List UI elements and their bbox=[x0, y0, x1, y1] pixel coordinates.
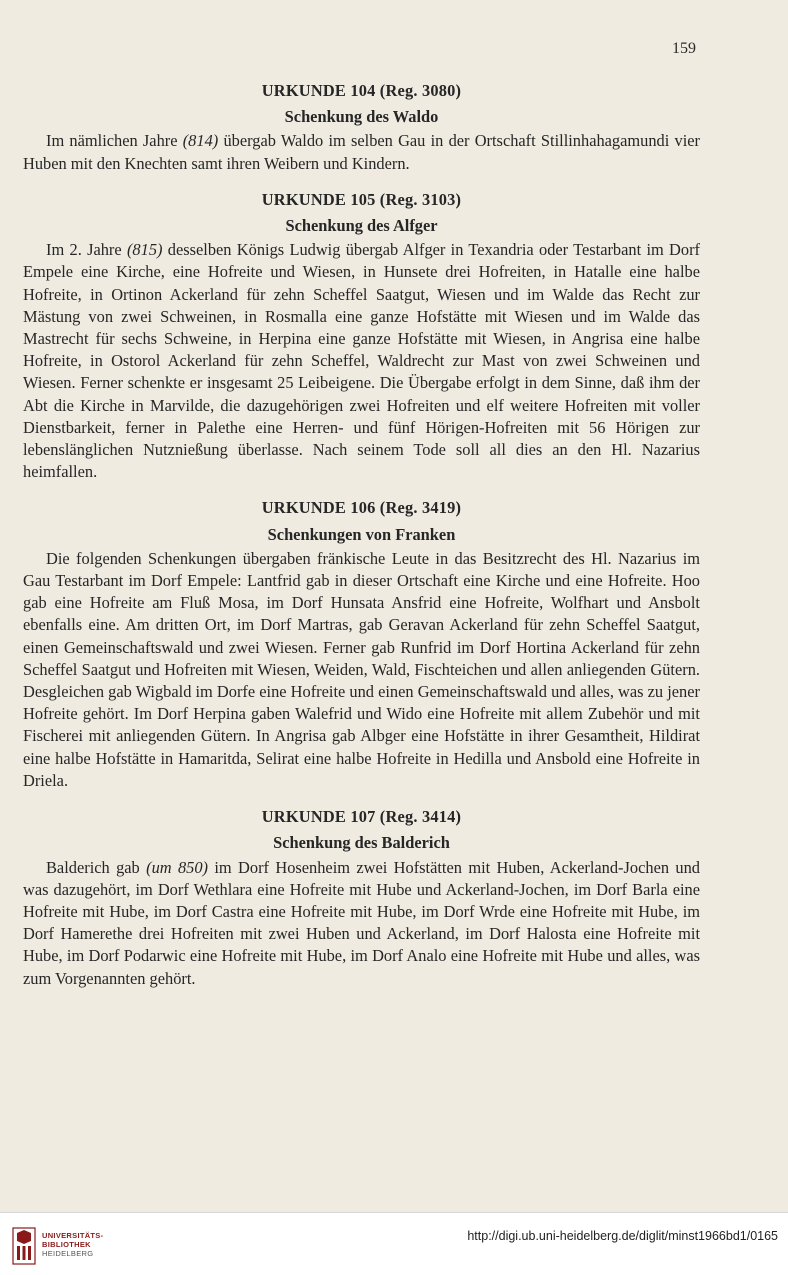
paragraph-text-before: Im nämlichen Jahre bbox=[46, 131, 183, 151]
paragraph-date-italic: (814) bbox=[182, 131, 219, 151]
section-subheading: Schenkungen von Franken bbox=[267, 524, 456, 544]
logo-line-2: BIBLIOTHEK bbox=[42, 1240, 91, 1249]
library-logo-text bbox=[42, 1231, 103, 1258]
library-logo-icon bbox=[12, 1227, 36, 1265]
permalink-url-link[interactable]: http://digi.ub.uni-heidelberg.de/diglit/minst1966bd1/0165 bbox=[467, 1229, 778, 1243]
page-number: 159 bbox=[672, 40, 696, 57]
section-paragraph bbox=[23, 130, 700, 174]
page-body bbox=[23, 80, 700, 990]
paragraph-text-after: im Dorf Hosenheim zwei Hofstätten mit Huben, Ackerland-Jochen und was dazugehört, im Dorf Wethlara eine Hofreite mit Hube und Ackerland-Jochen, im Dorf Barla eine Hofreite mit Hube, im Dorf Castra eine Hofreite mit Hube, im Dorf Wrde eine Hofreite mit Hube, im Dorf Hamerethe drei Hofreiten mit zwei Huben und Ackerland, im Dorf Halosta eine Hofreite mit Hube, im Dorf Podarwic eine Hofreite mit Hube, im Dorf Analo eine Hofreite mit Hube und alles, was zum Vorgenannten gehört. bbox=[23, 857, 700, 988]
section-heading: URKUNDE 105 (Reg. 3103) bbox=[261, 189, 462, 209]
section-heading: URKUNDE 104 (Reg. 3080) bbox=[261, 81, 462, 100]
paragraph-text-after: übergab Waldo im selben Gau in der Ortschaft Stillinhahagamundi vier Huben mit den Knechten samt ihren Weibern und Kindern. bbox=[23, 131, 700, 173]
section-heading: URKUNDE 106 (Reg. 3419) bbox=[261, 498, 462, 518]
paragraph-text-before: Im 2. Jahre bbox=[46, 240, 127, 260]
document-section-107 bbox=[23, 806, 700, 990]
paragraph-text-after: desselben Königs Ludwig übergab Alfger in Texandria oder Testarbant im Dorf Empele eine Kirche, eine Hofreite und Wiesen, in Hunsete drei Hofreiten, in Hatalle eine halbe Hofreite, in Ortinon Ackerland für zehn Scheffel Saatgut, Wiesen und im Walde das Recht zur Mästung von zwei Schweinen, in Rosmalla eine ganze Hofstätte mit Wiesen und im Walde das Mastrecht für sechs Schweine, in Herpina eine ganze Hofstätte mit Wiesen, in Angrisa eine halbe Hofreite, in Ostorol Ackerland für zehn Scheffel, Waldrecht zur Mast von zwei Schweinen und Wiesen. Ferner schenkte er insgesamt 25 Leibeigene. Die Übergabe erfolgt in dem Sinne, daß ihm der Abt die Kirche in Marvilde, die dazugehörigen zwei Hofreiten und elf weitere Hofreiten mit voller Dienstbarkeit, ferner in Palethe eine Herren- und fünf Hörigen-Hofreiten mit 56 Hörigen zur lebenslänglichen Nutznießung überlasse. Nach seinem Tode soll all dies an den Hl. Nazarius heimfallen. bbox=[23, 240, 700, 482]
library-footer bbox=[0, 1212, 788, 1275]
paragraph-text-before: Die folgenden Schenkungen übergaben fränkische Leute in das Besitzrecht des Hl. Nazarius im Gau Testarbant im Dorf Empele: Lantfrid gab in dieser Ortschaft eine Kirche und eine Hofreite. Hoo gab eine Hofreite am Fluß Mosa, im Dorf Hunsata Ansfrid eine Hofreite, Wolfhart und Ansbolt ebenfalls eine. Am dritten Ort, im Dorf Martras, gab Geravan Ackerland für zehn Scheffel Saatgut, einen Gemeinschaftswald und zwei Wiesen. Ferner gab Runfrid im Dorf Hortina Ackerland für zehn Scheffel Saatgut und Hofreiten mit Wiesen, Weiden, Wald, Fischteichen und allen anliegenden Gütern. Desgleichen gab Wigbald im Dorfe eine Hofreite und einen Gemeinschaftswald und alles, was zu jener Hofreite gehört. Im Dorf Herpina gaben Walefrid und Wido eine Hofreite mit allem Zubehör und mit Fischerei mit anliegenden Gütern. In Angrisa gab Albger eine Hofstätte in ihrer Gesamtheit, Hildirat eine halbe Hofstätte in Hamaritda, Selirat eine halbe Hofreite in Hedilla und Ansbold eine Hofreite in Driela. bbox=[23, 548, 700, 790]
paragraph-text-before: Balderich gab bbox=[46, 857, 147, 877]
logo-line-3: HEIDELBERG bbox=[42, 1249, 94, 1258]
paragraph-date-italic: (um 850) bbox=[146, 857, 209, 877]
document-section-104 bbox=[23, 80, 700, 175]
section-subheading: Schenkung des Waldo bbox=[284, 107, 439, 127]
paragraph-date-italic: (815) bbox=[126, 240, 163, 260]
document-section-105 bbox=[23, 189, 700, 484]
document-section-106 bbox=[23, 497, 700, 792]
section-subheading: Schenkung des Balderich bbox=[273, 833, 450, 853]
section-subheading: Schenkung des Alfger bbox=[285, 216, 438, 236]
section-heading: URKUNDE 107 (Reg. 3414) bbox=[261, 807, 462, 827]
section-paragraph bbox=[23, 857, 700, 990]
logo-line-1: UNIVERSITÄTS- bbox=[42, 1231, 104, 1240]
section-paragraph bbox=[23, 239, 700, 483]
section-paragraph bbox=[23, 548, 700, 792]
